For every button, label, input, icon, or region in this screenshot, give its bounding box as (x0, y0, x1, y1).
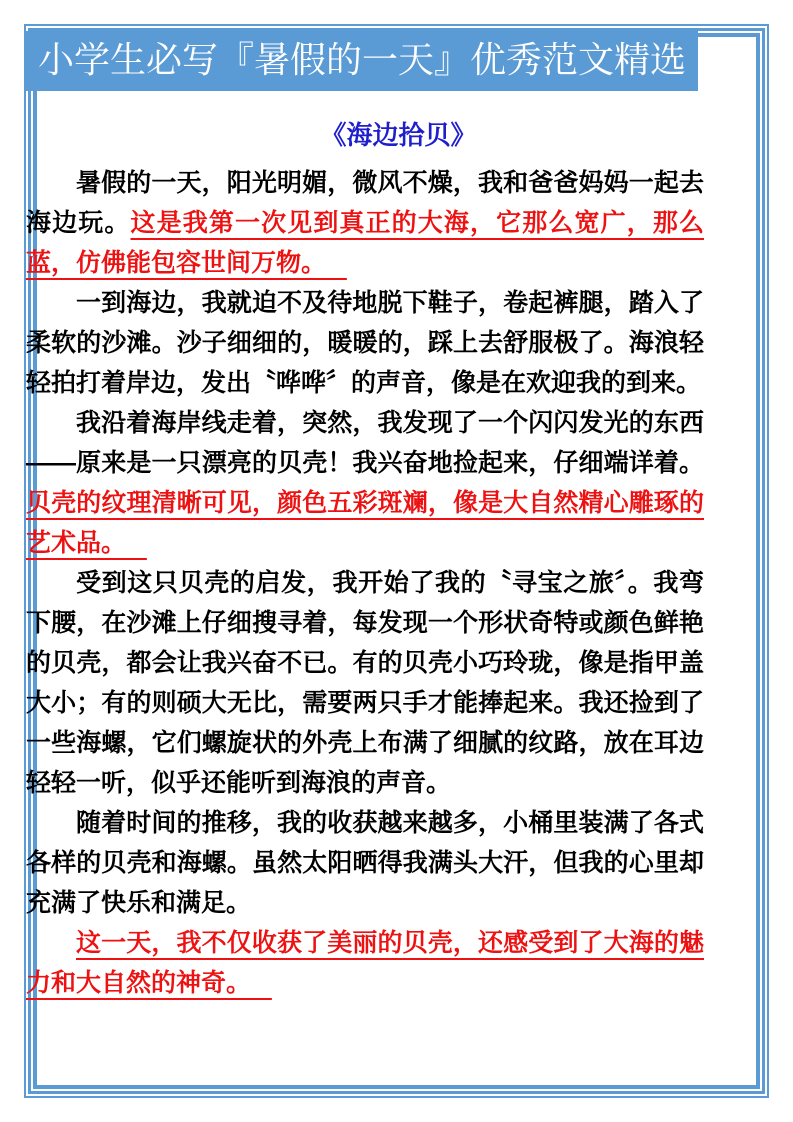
paragraph-5 (26, 803, 704, 923)
highlighted-sentence: 这一天，我不仅收获了美丽的贝壳，还感受到了大海的魅力和大自然的神奇。 (26, 929, 704, 997)
body-text-run: 暑假的一天，阳光明媚，微风不燥，我和爸爸妈妈一起去海边玩。 (26, 169, 704, 237)
body-text-run: 随着时间的推移，我的收获越来越多，小桶里装满了各式各样的贝壳和海螺。虽然太阳晒得我满头大汗，但我的心里却充满了快乐和满足。 (26, 809, 704, 917)
paragraph-1 (26, 163, 704, 283)
paragraph-4 (26, 563, 704, 803)
paragraph-6 (26, 923, 704, 1003)
paragraph-3 (26, 403, 704, 563)
highlighted-sentence: 这是我第一次见到真正的大海，它那么宽广，那么蓝，仿佛能包容世间万物。 (26, 209, 704, 277)
highlighted-sentence: 贝壳的纹理清晰可见，颜色五彩斑斓，像是大自然精心雕琢的艺术品。 (26, 489, 704, 557)
essay-body (26, 163, 704, 1003)
body-text-run: 我沿着海岸线走着，突然，我发现了一个闪闪发光的东西——原来是一只漂亮的贝壳！我兴奋地捡起来，仔细端详着。 (26, 409, 704, 477)
paragraph-2 (26, 283, 704, 403)
banner-title: 小学生必写『暑假的一天』优秀范文精选 (26, 31, 698, 91)
body-text-run: 受到这只贝壳的启发，我开始了我的〝寻宝之旅〞。我弯下腰，在沙滩上仔细搜寻着，每发现一个形状奇特或颜色鲜艳的贝壳，都会让我兴奋不已。有的贝壳小巧玲珑，像是指甲盖大小；有的则硕大无比，需要两只手才能捧起来。我还捡到了一些海螺，它们螺旋状的外壳上布满了细腻的纹路，放在耳边轻轻一听，似乎还能听到海浪的声音。 (26, 569, 704, 797)
essay-title: 《海边拾贝》 (320, 120, 477, 150)
body-text-run: 一到海边，我就迫不及待地脱下鞋子，卷起裤腿，踏入了柔软的沙滩。沙子细细的，暖暖的，踩上去舒服极了。海浪轻轻拍打着岸边，发出〝哗哗〞的声音，像是在欢迎我的到来。 (26, 289, 704, 397)
